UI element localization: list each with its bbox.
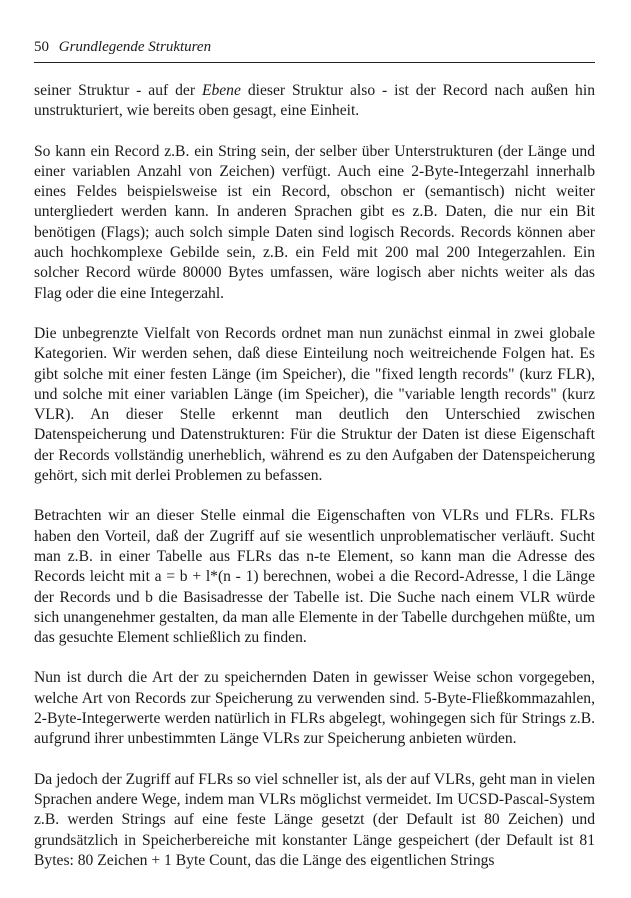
page-number: 50 [34,39,49,55]
paragraph-1-end: dieser Struktur also - ist der Record nach außen hin unstrukturiert, wie bereits oben gesagt, eine Einheit. [34,82,595,120]
paragraph-6: Da jedoch der Zugriff auf FLRs so viel schneller ist, als der auf VLRs, geht man in vielen Sprachen andere Wege, indem man VLRs möglichst vermeidet. Im UCSD-Pascal-System z.B. werden Strings auf eine feste Länge gesetzt (der Default ist 80 Zeichen) und grundsätzlich in Speicherbereiche mit konstanter Länge gespeichert (der Default ist 81 Bytes: 80 Zeichen + 1 Byte Count, das die Länge des eigentlichen Strings [34,770,595,869]
running-header [34,38,595,63]
body-text [34,81,595,871]
emphasis-ebene: Ebene [201,82,241,99]
paragraph-4: Betrachten wir an dieser Stelle einmal die Eigenschaften von VLRs und FLRs. FLRs haben den Vorteil, daß der Zugriff auf sie wesentlich unproblematischer verläuft. Sucht man z.B. in einer Tabelle aus FLRs das n-te Element, so kann man die Adresse des Records leicht mit a = b + l*(n - 1) berechnen, wobei a die Record-Adresse, l die Länge der Records und b die Basisadresse der Tabelle ist. Die Suche nach einem VLR würde sich unangenehmer gestalten, da man alle Elemente in der Tabelle durchgehen müßte, um das gesuchte Element schließlich zu finden. [34,507,595,647]
paragraph-2: So kann ein Record z.B. ein String sein, der selber über Unterstrukturen (der Länge und einer variablen Anzahl von Zeichen) verfügt. Auch eine 2-Byte-Integerzahl innerhalb eines Feldes beispielsweise ist ein Record, obschon er (semantisch) nicht weiter untergliedert werden kann. In anderen Sprachen gibt es z.B. Daten, die nur ein Bit benötigen (Flags); auch solch simple Daten sind logisch Records. Records können aber auch hochkomplexe Gebilde sein, z.B. ein Feld mit 200 mal 200 Integerzahlen. Ein solcher Record würde 80000 Bytes umfassen, wäre logisch aber nichts weiter als das Flag oder die eine Integerzahl. [34,142,595,302]
paragraph-1 [34,81,595,122]
paragraph-5: Nun ist durch die Art der zu speichernden Daten in gewisser Weise schon vorgegeben, welche Art von Records zur Speicherung zu verwenden sind. 5-Byte-Fließkommazahlen, 2-Byte-Integerwerte werden natürlich in FLRs abgelegt, wohingegen sich für Strings z.B. aufgrund ihrer unbestimmten Länge VLRs zur Speicherung anbieten würden. [34,669,595,748]
running-title: Grundlegende Strukturen [58,39,212,55]
paragraph-1-start: seiner Struktur - auf der [34,82,202,99]
paragraph-3: Die unbegrenzte Vielfalt von Records ordnet man nun zunächst einmal in zwei globale Kategorien. Wir werden sehen, daß diese Einteilung noch weitreichende Folgen hat. Es gibt solche mit einer festen Länge (im Speicher), die "fixed length records" (kurz FLR), und solche mit einer variablen Länge (im Speicher), die "variable length records" (kurz VLR). An dieser Stelle erkennt man deutlich den Unterschied zwischen Datenspeicherung und Datenstrukturen: Für die Struktur der Daten ist diese Eigenschaft der Records vollständig unerheblich, während es zu den Aufgaben der Datenspeicherung gehört, sich mit derlei Problemen zu befassen. [34,324,595,485]
